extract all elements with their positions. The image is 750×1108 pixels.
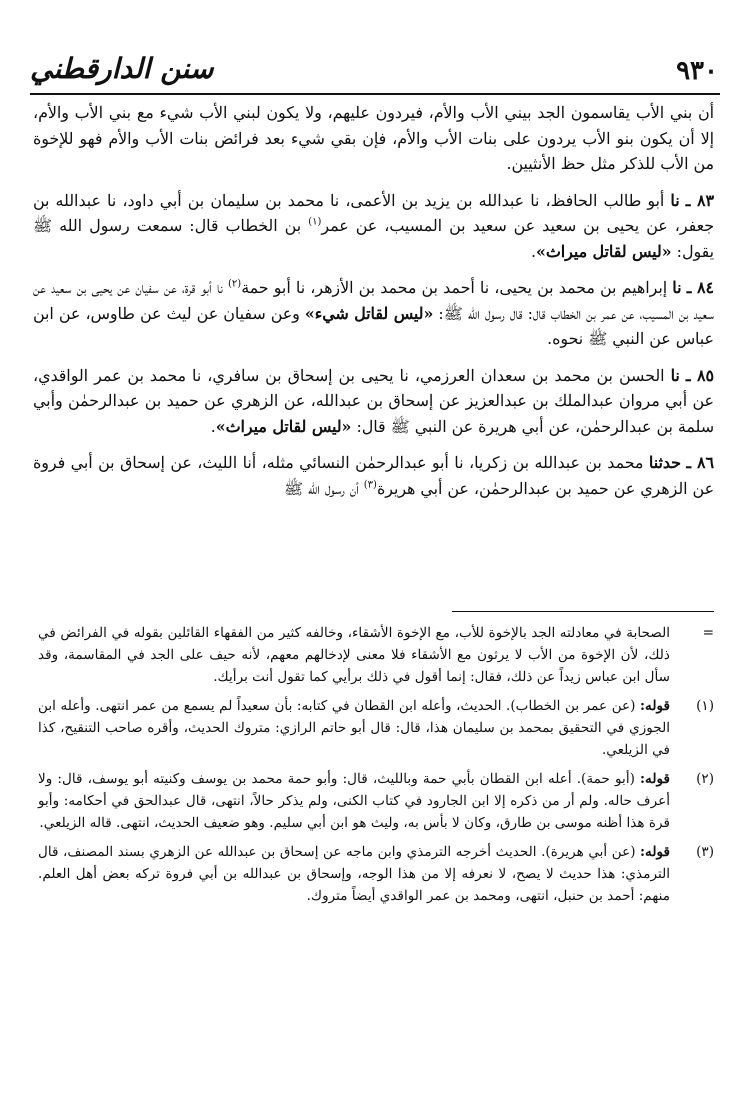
- footnote-ref-1: (١): [308, 216, 322, 228]
- hadith-quote: «ليس لقاتل شيء»: [304, 303, 434, 323]
- hadith-number: ٨٦ ـ: [686, 453, 714, 472]
- hadith-text: أن رسول الله ﷺ: [283, 478, 364, 498]
- hadith-86: [33, 450, 714, 501]
- hadith-text: وعن سفيان عن ليث عن طاوس، عن ابن عباس عن النبي ﷺ نحوه.: [33, 303, 714, 348]
- footnote-body: [38, 841, 670, 907]
- footnote-text: (عن أبي هريرة). الحديث أخرجه الترمذي وابن ماجه عن إسحاق بن عبدالله عن الزهري بسند المصنف، قال الترمذي: هذا حديث لا يصح، لا نعرفه إلا من هذا الوجه، وإسحاق بن عبدالله بن أبي فروة تركه بعض أهل العلم. منهم: أحمد بن حنبل، انتهى، ومحمد بن عمر الواقدي أيضاً متروك.: [38, 844, 670, 904]
- hadith-end: .: [530, 241, 536, 261]
- footnote-text: (عن عمر بن الخطاب). الحديث، وأعله ابن القطان في كتابه: بأن سعيداً لم يسمع من عمر انتهى. وأعله ابن الجوزي في التحقيق بمحمد بن سليمان هذا، قال: قال أبو حاتم الرازي: متروك الحديث، وأقره صاحب التنقيح، كذا في الزيلعي.: [38, 698, 670, 758]
- hadith-text: محمد بن عبدالله بن زكريا، نا أبو عبدالرحمٰن النسائي مثله، أنا الليث، عن إسحاق بن أبي فروة عن الزهري عن حميد بن عبدالرحمٰن، عن أبي هريرة: [33, 453, 714, 498]
- hadith-85: [33, 363, 714, 440]
- footnote-ref-3: (٣): [363, 479, 377, 491]
- footnote-lead: قوله:: [640, 771, 670, 787]
- footnote-lead: قوله:: [640, 698, 670, 714]
- footnotes: [38, 622, 714, 914]
- footnote-text: الصحابة في معادلته الجد بالإخوة للأب، مع الإخوة الأشقاء، وخالفه كثير من الفقهاء القائلين بقوله في الفرائض في ذلك، لأن الإخوة من الأب لا يرثون مع الأشقاء فلا معنى لإدخالهم معهم، لأنه حيف على الجد في المقاسمة، وقد سأل ابن عباس زيداً عن ذلك، فقال: إنما أقول في ذلك برأيي كما تقول أنت برأيك.: [38, 625, 670, 685]
- book-title: سنن الدارقطني: [30, 52, 214, 85]
- footnote-marker: (٢): [696, 771, 714, 787]
- main-text: [33, 100, 714, 512]
- hadith-number: ٨٤ ـ: [686, 278, 714, 297]
- footnote-marker: (١): [696, 698, 714, 714]
- footnote-body: [38, 768, 670, 834]
- hadith-text: بن الخطاب قال: سمعت رسول الله ﷺ يقول:: [33, 216, 714, 261]
- page-header: [30, 50, 720, 94]
- header-rule: [30, 93, 720, 95]
- hadith-number: ٨٣ ـ: [685, 190, 714, 210]
- footnote-text: (أبو حمة). أعله ابن القطان بأبي حمة وبالليث، قال: وأبو حمة محمد بن يوسف وكنيته أبو يوسف، قال: ولا أعرف حاله. ولم أر من ذكره إلا ابن الجارود في كتاب الكنى، ولم يذكر حالاً، انتهى، قال عبدالحق في أحكامه: وأبو قرة هذا أظنه موسى بن طارق، وكان لا بأس به، وليث هو ابن أبي سليم. وهو ضعيف الحديث، انتهى. قاله الزيلعي.: [38, 771, 670, 831]
- hadith-number: ٨٥ ـ: [685, 365, 714, 385]
- footnote-2: [38, 768, 714, 834]
- footnote-lead: قوله:: [640, 844, 670, 860]
- hadith-text: نا أبو قرة، عن سفيان عن يحيى بن سعيد عن سعيد بن المسيب، عن عمر بن الخطاب قال: قال رسول الله ﷺ:: [33, 278, 714, 323]
- hadith-quote: «ليس لقاتل ميراث»: [535, 241, 672, 261]
- narration-word: نا: [670, 365, 680, 385]
- hadith-84: [33, 275, 714, 352]
- intro-paragraph: أن بني الأب يقاسمون الجد بيني الأب والأم، فيردون عليهم، ولا يكون لبني الأب شيء مع بني الأب والأم، إلا أن يكون بنو الأب يردون على بنات الأب والأم، فإن بقي شيء بعد فرائض بنات الأب والأم فهو للإخوة من الأب للذكر مثل حظ الأنثيين.: [33, 103, 714, 173]
- footnote-3: [38, 841, 714, 907]
- hadith-text: إبراهيم بن محمد بن يحيى، نا أحمد بن محمد بن الأزهر، نا أبو حمة: [241, 278, 673, 297]
- footnote-marker: =: [702, 625, 714, 641]
- footnote-ref-2: (٢): [228, 278, 242, 290]
- hadith-end: .: [210, 416, 216, 436]
- hadith-83: [33, 188, 714, 265]
- footnote-separator: [452, 611, 714, 612]
- narration-word: نا: [672, 278, 682, 297]
- footnote-body: [38, 695, 670, 761]
- narration-word: حدثنا: [648, 453, 681, 472]
- hadith-text: الحسن بن محمد بن سعدان العرزمي، نا يحيى بن إسحاق بن سافري، نا محمد بن عمر الواقدي، عن أبي مروان عبدالملك بن عبدالعزيز عن إسحاق بن عبدالله، عن الزهري عن حميد بن عبدالرحمٰن وأبي سلمة بن عبدالرحمٰن، عن أبي هريرة عن النبي ﷺ قال:: [33, 365, 714, 436]
- narration-word: نا: [670, 190, 680, 210]
- page-number: ٩٣٠: [676, 56, 718, 86]
- footnote-1: [38, 695, 714, 761]
- hadith-quote: «ليس لقاتل ميراث»: [215, 416, 352, 436]
- hadith-text: أبو طالب الحافظ، نا عبدالله بن يزيد بن الأعمى، نا محمد بن سليمان بن أبي داود، نا عبدالله بن جعفر، عن يحيى بن سعيد عن سعيد بن المسيب، عن عمر: [33, 190, 714, 235]
- footnote-continued: [38, 622, 714, 688]
- footnote-marker: (٣): [696, 844, 714, 860]
